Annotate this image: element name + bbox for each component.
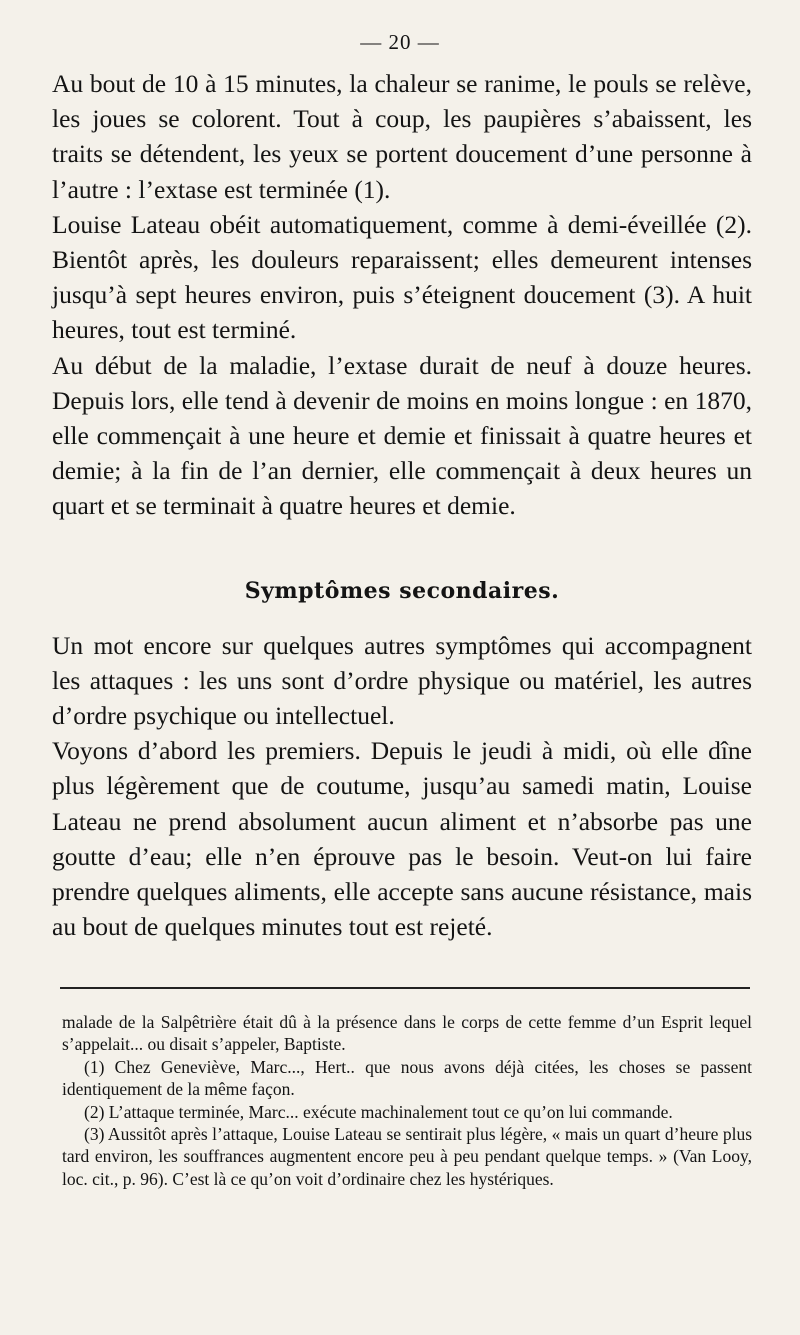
main-text — [52, 66, 752, 944]
footnote-continuation: malade de la Salpêtrière était dû à la présence dans le corps de cette femme d’un Esprit lequel s’appelait... ou disait s’appeler, Baptiste. — [62, 1012, 752, 1055]
paragraph-extase-end: Au bout de 10 à 15 minutes, la chaleur se ranime, le pouls se relève, les joues se colorent. Tout à coup, les paupières s’abaissent, les traits se détendent, les yeux se portent doucement d’une personne à l’autre : l’extase est terminée (1). — [52, 69, 752, 204]
paragraph-automatic: Louise Lateau obéit automatiquement, comme à demi-éveillée (2). Bientôt après, les douleurs reparaissent; elles demeurent intenses jusqu’à sept heures environ, puis s’éteignent doucement (3). A huit heures, tout est terminé. — [52, 209, 752, 345]
footnote-divider — [60, 987, 750, 989]
paragraph-other-symptoms: Un mot encore sur quelques autres symptômes qui accompagnent les attaques : les uns sont d’ordre physique ou matériel, les autres d’ordre psychique ou intellectuel. — [52, 630, 752, 731]
paragraph-duration: Au début de la maladie, l’extase durait de neuf à douze heures. Depuis lors, elle tend à devenir de moins en moins longue : en 1870, elle commençait à une heure et demie et finissait à quatre heures et demie; à la fin de l’an dernier, elle commençait à deux heures un quart et se terminait à quatre heures et demie. — [52, 350, 752, 521]
page-number: — 20 — — [360, 30, 440, 54]
footnote-2: (2) L’attaque terminée, Marc... exécute machinalement tout ce qu’on lui commande. — [84, 1101, 673, 1122]
paragraph-fasting: Voyons d’abord les premiers. Depuis le jeudi à midi, où elle dîne plus légèrement que de coutume, jusqu’au samedi matin, Louise Lateau ne prend absolument aucun aliment et n’absorbe pas une goutte d’eau; elle n’en éprouve pas le besoin. Veut-on lui faire prendre quelques aliments, elle accepte sans aucune résistance, mais au bout de quelques minutes tout est rejeté. — [52, 736, 752, 942]
footnote-1: (1) Chez Geneviève, Marc..., Hert.. que nous avons déjà citées, les choses se passent identiquement de la même façon. — [62, 1056, 752, 1100]
section-heading: Symptômes secondaires. — [244, 577, 560, 604]
footnotes — [62, 1011, 752, 1190]
footnote-3: (3) Aussitôt après l’attaque, Louise Lateau se sentirait plus légère, « mais un quart d’heure plus tard environ, les souffrances augmentent encore peu à peu pendant quelque temps. » (Van Looy, loc. cit., p. 96). C’est là ce qu’on voit d’ordinaire chez les hystériques. — [62, 1124, 752, 1189]
